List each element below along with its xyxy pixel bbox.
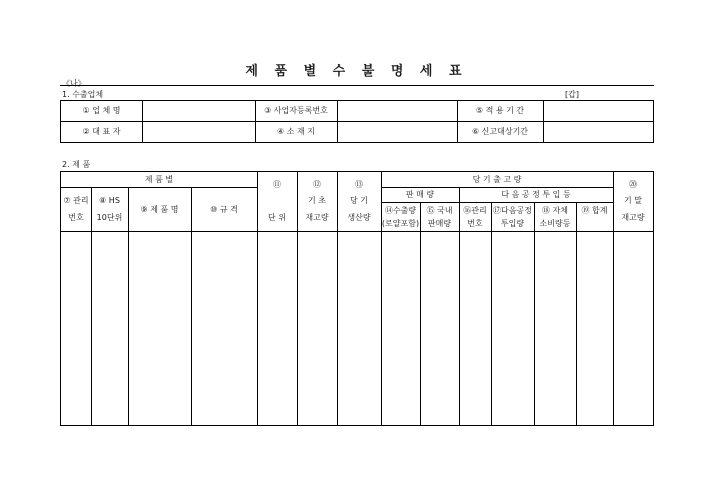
col-hs-line2: 10단위: [96, 213, 123, 222]
col-next-input-line2: 투입량: [500, 219, 525, 228]
product-table-body[interactable]: [61, 232, 653, 425]
group-sales-header: 판 매 량: [405, 190, 435, 199]
exporter-info-table: [60, 100, 654, 143]
col-next-input-line1: ⑰다음공정: [493, 206, 532, 215]
header-rule: [60, 85, 654, 86]
field-address: ④ 소 재 지: [277, 127, 315, 136]
col-domestic-line2: 판매량: [427, 219, 452, 228]
page-title: 제 품 별 수 불 명 세 표: [245, 64, 468, 79]
col-spec: ⑩ 규 격: [210, 205, 238, 214]
col-mgmt2-line2: 번호: [467, 219, 483, 228]
col-domestic-line1: ⑮ 국내: [426, 206, 453, 215]
col-mgmt-no-line2: 번호: [68, 213, 84, 222]
col-mgmt2-line1: ⑯관리: [463, 206, 487, 215]
group-next-process-header: 다 음 공 정 투 입 등: [501, 190, 571, 199]
section1-label: 1. 수출업체: [62, 90, 104, 99]
col-opening-line1: 기 초: [308, 196, 326, 205]
col-self-use-line2: 소비량등: [539, 219, 571, 228]
address-value[interactable]: [338, 123, 456, 141]
col-self-use-line1: ⑱ 자체: [542, 206, 568, 215]
product-table: [60, 171, 654, 426]
col-product-name: ⑨ 제 품 명: [140, 205, 179, 214]
col-ending-line2: 재고량: [621, 213, 645, 222]
section1-tag: [갑]: [565, 90, 579, 99]
report-period-value[interactable]: [544, 123, 652, 141]
col-opening-number: ⑫: [313, 180, 321, 189]
field-report-period: ⑥ 신고대상기간: [471, 127, 529, 136]
col-production-line2: 생산량: [347, 213, 371, 222]
col-opening-line2: 재고량: [305, 213, 329, 222]
field-apply-period: ⑤ 적 용 기 간: [475, 106, 525, 115]
group-product-header: 제 품 별: [144, 175, 174, 184]
section2-label: 2. 제 품: [62, 160, 91, 169]
col-ending-number: ⑳: [629, 180, 637, 189]
company-name-value[interactable]: [143, 102, 254, 120]
col-total: ⑲ 합계: [581, 206, 608, 215]
col-hs-line1: ⑧ HS: [99, 196, 120, 205]
col-unit: 단 위: [268, 213, 286, 222]
field-business-reg-no: ③ 사업자등록번호: [264, 106, 328, 115]
group-period-shipment-header: 당 기 출 고 량: [472, 175, 522, 184]
form-mark: 《나》: [62, 79, 86, 88]
field-company-name: ① 업 체 명: [82, 106, 121, 115]
business-reg-no-value[interactable]: [338, 102, 456, 120]
apply-period-value[interactable]: [544, 102, 652, 120]
representative-value[interactable]: [143, 123, 254, 141]
col-unit-number: ⑪: [273, 180, 281, 189]
col-production-number: ⑬: [355, 180, 363, 189]
col-mgmt-no-line1: ⑦ 관리: [63, 196, 89, 205]
col-export-line2: (로얄포함): [381, 219, 420, 228]
col-export-line1: ⑭수출량: [384, 206, 417, 215]
col-production-line1: 당 기: [350, 196, 368, 205]
col-ending-line1: 기 말: [624, 196, 642, 205]
field-representative: ② 대 표 자: [82, 127, 121, 136]
